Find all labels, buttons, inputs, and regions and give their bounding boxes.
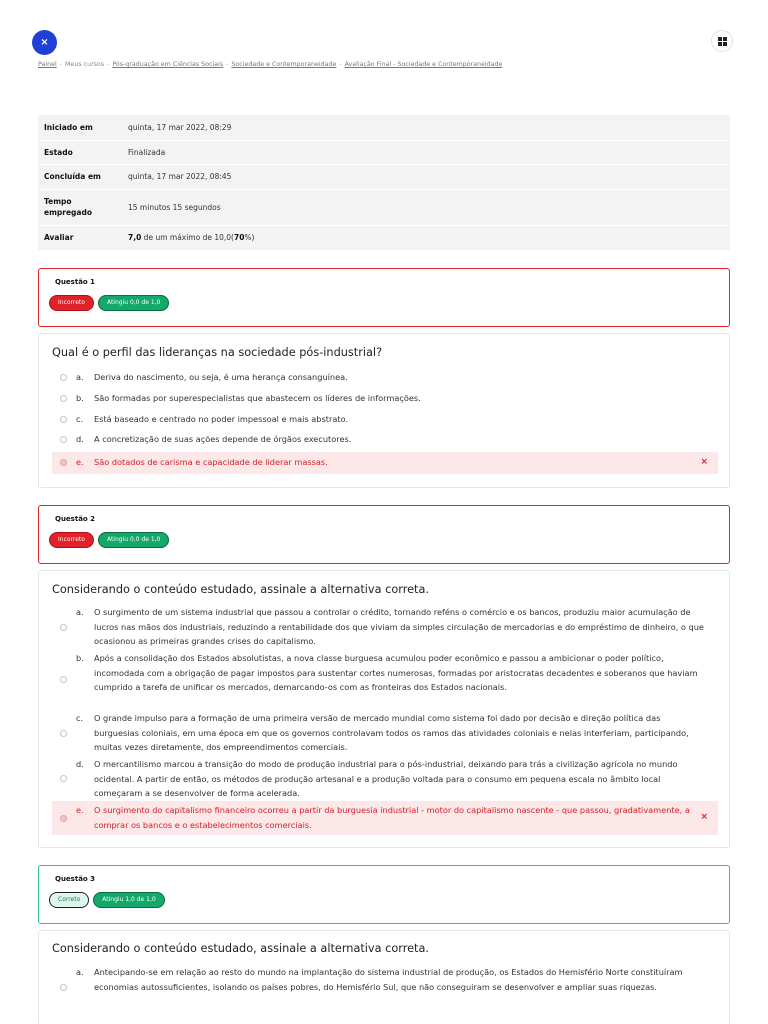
incorrect-icon: ×: [700, 812, 708, 822]
status-badge: Incorreto: [49, 295, 94, 311]
breadcrumb-painel[interactable]: Painel: [38, 61, 57, 68]
option-c[interactable]: c. Está baseado e centrado no poder impessoal e mais abstrato.: [52, 412, 718, 428]
incorrect-icon: ×: [700, 457, 708, 467]
radio-button[interactable]: [60, 815, 67, 822]
question-1-info: [38, 268, 730, 327]
breadcrumb-meus-cursos: Meus cursos: [65, 61, 105, 68]
option-b[interactable]: b. São formadas por superespecialistas que abastecem os líderes de informações.: [52, 391, 718, 407]
blocks-drawer-button[interactable]: [711, 30, 733, 52]
option-a[interactable]: a. Deriva do nascimento, ou seja, é uma herança consanguínea.: [52, 370, 718, 386]
close-button[interactable]: [32, 30, 57, 55]
question-title: Questão 3: [55, 875, 96, 883]
question-text: Qual é o perfil das lideranças na sociedade pós-industrial?: [52, 346, 383, 359]
score-badge: Atingiu 1,0 de 1,0: [93, 892, 164, 908]
grade-value: 7,0 de um máximo de 10,0(70%): [122, 225, 730, 250]
option-d[interactable]: d. O mercantilismo marcou a transição do modo de produção industrial para o pós-industrial, deixando para trás a civilização agrícola no mundo ocidental. A partir de então, os métodos de produção artesanal e a produção voltada para o consumo em pequena escala no âmbito local começaram a se desenvolver de forma acelerada.: [52, 757, 718, 801]
question-3-content: [38, 930, 730, 1024]
radio-button[interactable]: [60, 416, 67, 423]
grid-icon: [718, 37, 727, 46]
question-text: Considerando o conteúdo estudado, assinale a alternativa correta.: [52, 942, 429, 955]
question-title: Questão 1: [55, 278, 96, 286]
option-b[interactable]: b. Após a consolidação dos Estados absolutistas, a nova classe burguesa acumulou poder econômico e passou a ambicionar o poder político, incomodada com a obrigação de pagar impostos para sustentar cortes numerosas, formadas por aristocratas decadentes e soberanos que haviam cumprido a tarefa de unificar os mercados, demarcando-os com as fronteiras dos Estados nacionais.: [52, 651, 718, 711]
breadcrumb-section[interactable]: Sociedade e Contemporaneidade: [231, 61, 337, 68]
radio-button[interactable]: [60, 775, 67, 782]
completed-value: quinta, 17 mar 2022, 08:45: [122, 164, 730, 189]
radio-button[interactable]: [60, 676, 67, 683]
grade-label: Avaliar: [38, 225, 122, 250]
time-value: 15 minutos 15 segundos: [122, 189, 730, 225]
breadcrumb-course[interactable]: Pós-graduação em Ciências Sociais: [112, 61, 224, 68]
option-a[interactable]: a. O surgimento de um sistema industrial que passou a controlar o crédito, tornando reféns o comércio e os bancos, produziu maior acumulação de lucros nas mãos dos industriais, reduzindo a rentabilidade dos que viviam da simples circulação de mercadorias e do empréstimo de dinheiro, o que ocasionou as primeiras grandes crises do capitalismo.: [52, 605, 718, 651]
option-d[interactable]: d. A concretização de suas ações depende de órgãos executores.: [52, 432, 718, 448]
breadcrumb-quiz[interactable]: Avaliação Final - Sociedade e Contemporaneidade: [344, 61, 503, 68]
attempt-summary-table: [38, 115, 730, 251]
option-e[interactable]: e. O surgimento do capitalismo financeiro ocorreu a partir da burguesia industrial - motor do capitalismo nascente - que passou, gradativamente, a comprar os bancos e o estabelecimentos comerciais. ×: [52, 801, 718, 835]
question-3-info: [38, 865, 730, 924]
time-label: Tempo empregado: [38, 189, 122, 225]
radio-button[interactable]: [60, 459, 67, 466]
score-badge: Atingiu 0,0 de 1,0: [98, 532, 169, 548]
state-label: Estado: [38, 140, 122, 164]
close-icon: ×: [40, 37, 49, 48]
state-value: Finalizada: [122, 140, 730, 164]
question-2-info: [38, 505, 730, 564]
option-e[interactable]: e. São dotados de carisma e capacidade de liderar massas. ×: [52, 452, 718, 474]
status-badge: Correto: [49, 892, 89, 908]
status-badge: Incorreto: [49, 532, 94, 548]
question-1-content: [38, 333, 730, 488]
radio-button[interactable]: [60, 730, 67, 737]
started-value: quinta, 17 mar 2022, 08:29: [122, 115, 730, 140]
question-2-content: [38, 570, 730, 848]
option-c[interactable]: c. O grande impulso para a formação de uma primeira versão de mercado mundial como sistema foi dado por decisão e direção política das burguesias coloniais, em uma época em que os governos controlavam todos os ramos das atividades coloniais e nelas interferiam, participando, muitas vezes diretamente, dos empreendimentos comerciais.: [52, 711, 718, 757]
score-badge: Atingiu 0,0 de 1,0: [98, 295, 169, 311]
question-text: Considerando o conteúdo estudado, assinale a alternativa correta.: [52, 583, 429, 596]
radio-button[interactable]: [60, 984, 67, 991]
radio-button[interactable]: [60, 436, 67, 443]
question-title: Questão 2: [55, 515, 96, 523]
radio-button[interactable]: [60, 624, 67, 631]
completed-label: Concluída em: [38, 164, 122, 189]
started-label: Iniciado em: [38, 115, 122, 140]
radio-button[interactable]: [60, 374, 67, 381]
breadcrumb: Painel - Meus cursos - Pós-graduação em Ciências Sociais - Sociedade e Contemporaneidade - Avaliação Final - Sociedade e Contemporaneidade: [38, 61, 503, 68]
option-a[interactable]: a. Antecipando-se em relação ao resto do mundo na implantação do sistema industrial de produção, os Estados do Hemisfério Norte constituíram economias autossuficientes, isolando os países pobres, do Hemisfério Sul, que não conseguiram se desenvolver e ampliar suas riquezas.: [52, 965, 718, 1011]
radio-button[interactable]: [60, 395, 67, 402]
